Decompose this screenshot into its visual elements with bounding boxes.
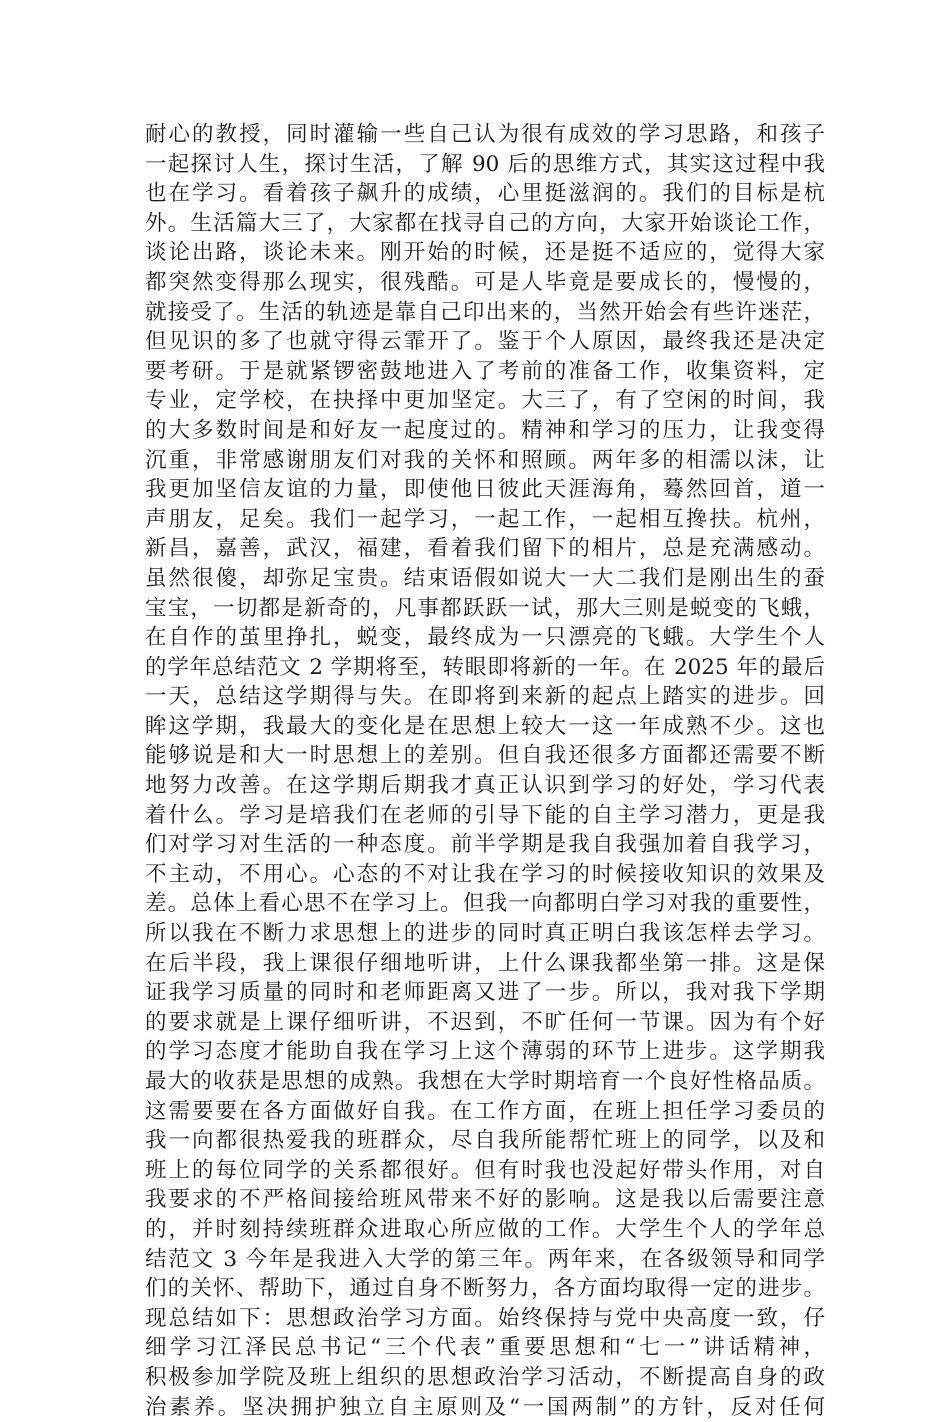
text-line: 不主动，不用心。心态的不对让我在学习的时候接收知识的效果及 [145, 861, 825, 887]
text-line: 这需要要在各方面做好自我。在工作方面，在班上担任学习委员的 [145, 1098, 825, 1124]
text-line: 差。总体上看心思不在学习上。但我一向都明白学习对我的重要性， [145, 891, 825, 917]
text-line: 我要求的不严格间接给班风带来不好的影响。这是我以后需要注意 [145, 1187, 825, 1213]
text-line: 声朋友，足矣。我们一起学习，一起工作，一起相互搀扶。杭州， [145, 506, 825, 532]
body-text [145, 120, 825, 1422]
text-line: 的，并时刻持续班群众进取心所应做的工作。大学生个人的学年总 [145, 1216, 825, 1242]
text-line: 宝宝，一切都是新奇的，凡事都跃跃一试，那大三则是蜕变的飞蛾， [145, 595, 825, 621]
text-line: 积极参加学院及班上组织的思想政治学习活动，不断提高自身的政 [145, 1364, 825, 1390]
text-line: 也在学习。看着孩子飙升的成绩，心里挺滋润的。我们的目标是杭 [145, 181, 825, 207]
text-line: 我一向都很热爱我的班群众，尽自我所能帮忙班上的同学，以及和 [145, 1128, 825, 1154]
text-line: 但见识的多了也就守得云霏开了。鉴于个人原因，最终我还是决定 [145, 329, 825, 355]
text-line: 外。生活篇大三了，大家都在找寻自己的方向，大家开始谈论工作， [145, 210, 825, 236]
text-line: 虽然很傻，却弥足宝贵。结束语假如说大一大二我们是刚出生的蚕 [145, 565, 825, 591]
text-line: 的学年总结范文 2 学期将至，转眼即将新的一年。在 2025 年的最后 [145, 654, 825, 680]
text-line: 着什么。学习是培我们在老师的引导下能的自主学习潜力，更是我 [145, 802, 825, 828]
text-line: 能够说是和大一时思想上的差别。但自我还很多方面都还需要不断 [145, 743, 825, 769]
text-line: 最大的收获是思想的成熟。我想在大学时期培育一个良好性格品质。 [145, 1069, 825, 1094]
text-line: 在后半段，我上课很仔细地听讲，上什么课我都坐第一排。这是保 [145, 950, 825, 976]
text-line: 眸这学期，我最大的变化是在思想上较大一这一年成熟不少。这也 [145, 713, 825, 739]
text-line: 班上的每位同学的关系都很好。但有时我也没起好带头作用，对自 [145, 1157, 825, 1183]
text-line: 就接受了。生活的轨迹是靠自己印出来的，当然开始会有些许迷茫， [145, 299, 825, 325]
text-line: 沉重，非常感谢朋友们对我的关怀和照顾。两年多的相濡以沫，让 [145, 447, 825, 473]
text-line: 所以我在不断力求思想上的进步的同时真正明白我该怎样去学习。 [145, 921, 825, 947]
text-line: 现总结如下：思想政治学习方面。始终保持与党中央高度一致，仔 [145, 1305, 825, 1331]
text-line: 的大多数时间是和好友一起度过的。精神和学习的压力，让我变得 [145, 417, 825, 443]
text-line: 专业，定学校，在抉择中更加坚定。大三了，有了空闲的时间，我 [145, 388, 825, 414]
text-line: 谈论出路，谈论未来。刚开始的时候，还是挺不适应的，觉得大家 [145, 240, 825, 266]
text-line: 要考研。于是就紧锣密鼓地进入了考前的准备工作，收集资料，定 [145, 358, 825, 384]
text-line: 们对学习对生活的一种态度。前半学期是我自我强加着自我学习， [145, 832, 825, 858]
text-line: 一起探讨人生，探讨生活，了解 90 后的思维方式，其实这过程中我 [145, 151, 825, 177]
text-line: 的学习态度才能助自我在学习上这个薄弱的环节上进步。这学期我 [145, 1039, 825, 1065]
text-line: 的要求就是上课仔细听讲，不迟到，不旷任何一节课。因为有个好 [145, 1009, 825, 1035]
text-line: 在自作的茧里挣扎，蜕变，最终成为一只漂亮的飞蛾。大学生个人 [145, 625, 825, 651]
text-line: 结范文 3 今年是我进入大学的第三年。两年来，在各级领导和同学 [145, 1246, 825, 1272]
text-line: 我更加坚信友谊的力量，即使他日彼此天涯海角，蓦然回首，道一 [145, 477, 825, 503]
text-line: 治素养。坚决拥护独立自主原则及“一国两制”的方针，反对任何 [145, 1394, 825, 1420]
text-line: 都突然变得那么现实，很残酷。可是人毕竟是要成长的，慢慢的， [145, 269, 825, 295]
text-line: 一天，总结这学期得与失。在即将到来新的起点上踏实的进步。回 [145, 684, 825, 710]
text-line: 地努力改善。在这学期后期我才真正认识到学习的好处，学习代表 [145, 773, 825, 799]
text-line: 耐心的教授，同时灌输一些自己认为很有成效的学习思路，和孩子 [145, 122, 825, 147]
text-line: 们的关怀、帮助下，通过自身不断努力，各方面均取得一定的进步。 [145, 1276, 825, 1302]
text-line: 细学习江泽民总书记“三个代表”重要思想和“七一”讲话精神， [145, 1335, 825, 1361]
text-line: 新昌，嘉善，武汉，福建，看着我们留下的相片，总是充满感动。 [145, 536, 825, 562]
text-line: 证我学习质量的同时和老师距离又进了一步。所以，我对我下学期 [145, 980, 825, 1006]
